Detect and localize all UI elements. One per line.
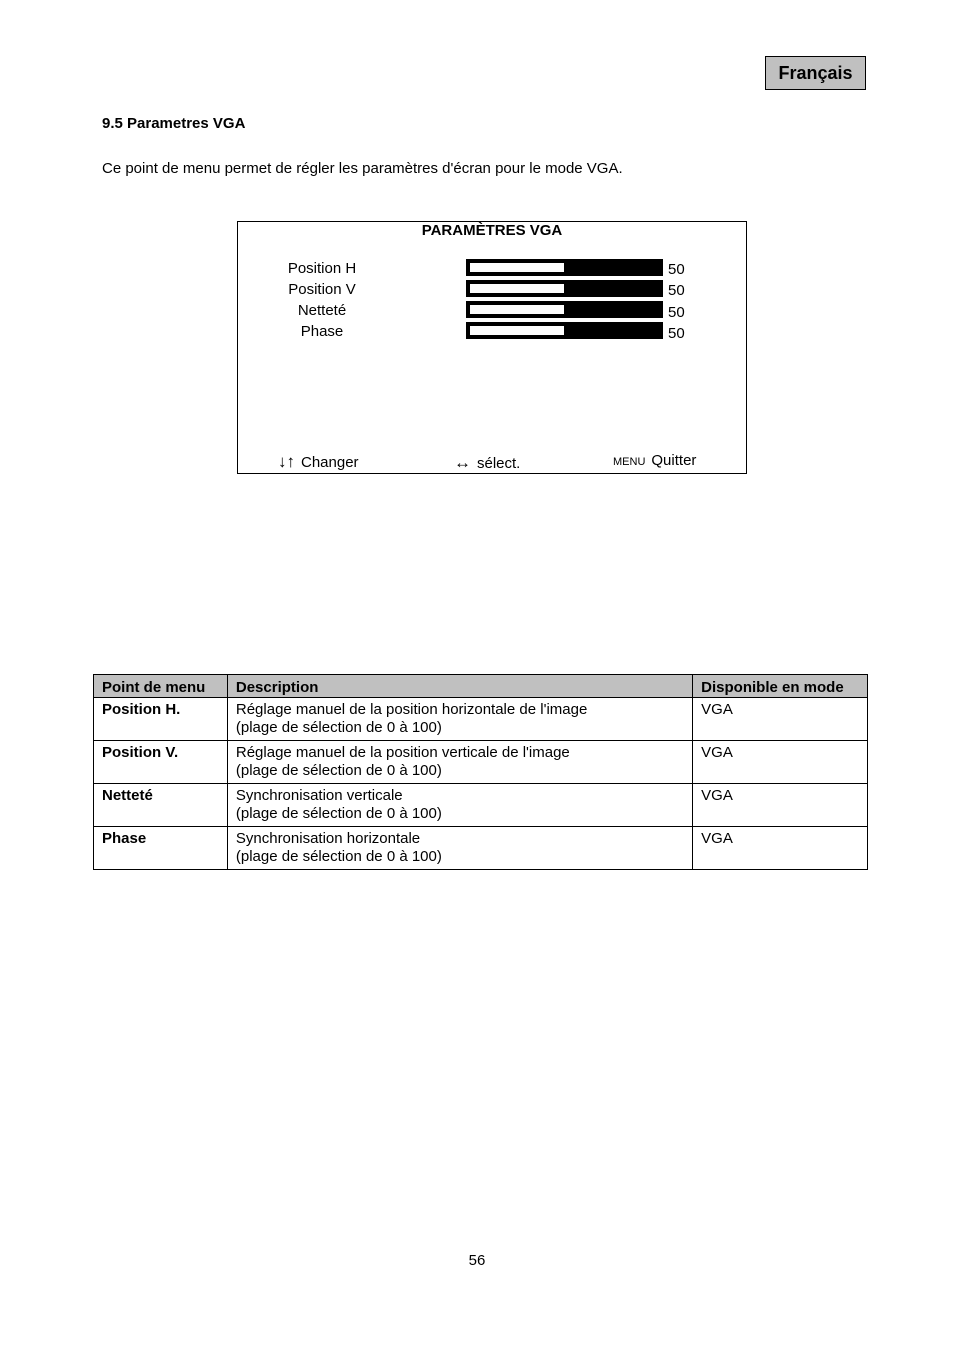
table-header-row <box>94 675 868 698</box>
osd-footer-change <box>278 452 359 472</box>
osd-menu-screenshot <box>237 221 747 474</box>
cell-item: Position H. <box>94 698 228 741</box>
osd-title: PARAMÈTRES VGA <box>421 222 563 239</box>
osd-label-position-v: Position V <box>288 281 356 298</box>
cell-description <box>227 784 692 827</box>
osd-bar-nettete <box>466 301 663 318</box>
cell-mode: VGA <box>693 741 868 784</box>
header-menu-item: Point de menu <box>94 675 228 698</box>
description-range: (plage de sélection de 0 à 100) <box>235 848 442 865</box>
osd-bar-phase <box>466 322 663 339</box>
osd-footer-quit <box>613 452 696 469</box>
description-line: Réglage manuel de la position horizontale de l'image <box>235 701 588 718</box>
table-row <box>94 698 868 741</box>
osd-bar-position-h <box>466 259 663 276</box>
table-row <box>94 741 868 784</box>
intro-paragraph: Ce point de menu permet de régler les paramètres d'écran pour le mode VGA. <box>102 160 623 177</box>
menu-key-label: MENU <box>613 456 646 468</box>
header-available-mode: Disponible en mode <box>693 675 868 698</box>
cell-item: Netteté <box>94 784 228 827</box>
cell-mode: VGA <box>693 827 868 870</box>
osd-footer-select <box>454 453 520 473</box>
osd-label-phase: Phase <box>300 323 344 340</box>
page-number: 56 <box>468 1252 486 1269</box>
left-right-arrow-icon: ↔ <box>454 453 471 472</box>
description-line: Réglage manuel de la position verticale de l'image <box>235 744 570 761</box>
osd-bar-fill <box>469 325 565 336</box>
osd-bar-fill <box>469 262 565 273</box>
description-range: (plage de sélection de 0 à 100) <box>235 805 442 822</box>
description-range: (plage de sélection de 0 à 100) <box>235 762 442 779</box>
osd-bar-position-v <box>466 280 663 297</box>
up-down-arrows-icon: ↓↑ <box>278 452 295 471</box>
osd-value-nettete: 50 <box>668 304 685 321</box>
description-line: Synchronisation horizontale <box>235 830 421 847</box>
language-badge: Français <box>765 56 866 90</box>
section-title: 9.5 Parametres VGA <box>102 115 246 132</box>
osd-footer-select-label: sélect. <box>477 455 521 472</box>
cell-mode: VGA <box>693 698 868 741</box>
osd-footer-quit-label: Quitter <box>651 452 697 469</box>
osd-bar-fill <box>469 283 565 294</box>
cell-item: Phase <box>94 827 228 870</box>
cell-description <box>227 827 692 870</box>
osd-label-position-h: Position H <box>287 260 357 277</box>
cell-description <box>227 698 692 741</box>
osd-label-nettete: Netteté <box>297 302 347 319</box>
cell-mode: VGA <box>693 784 868 827</box>
description-line: Synchronisation verticale <box>235 787 403 804</box>
header-description: Description <box>227 675 692 698</box>
menu-items-table <box>93 674 868 870</box>
table-row <box>94 784 868 827</box>
osd-value-position-h: 50 <box>668 261 685 278</box>
cell-item: Position V. <box>94 741 228 784</box>
cell-description <box>227 741 692 784</box>
osd-value-phase: 50 <box>668 325 685 342</box>
osd-value-position-v: 50 <box>668 282 685 299</box>
table-row <box>94 827 868 870</box>
description-range: (plage de sélection de 0 à 100) <box>235 719 442 736</box>
osd-bar-fill <box>469 304 565 315</box>
osd-footer-change-label: Changer <box>301 454 359 471</box>
